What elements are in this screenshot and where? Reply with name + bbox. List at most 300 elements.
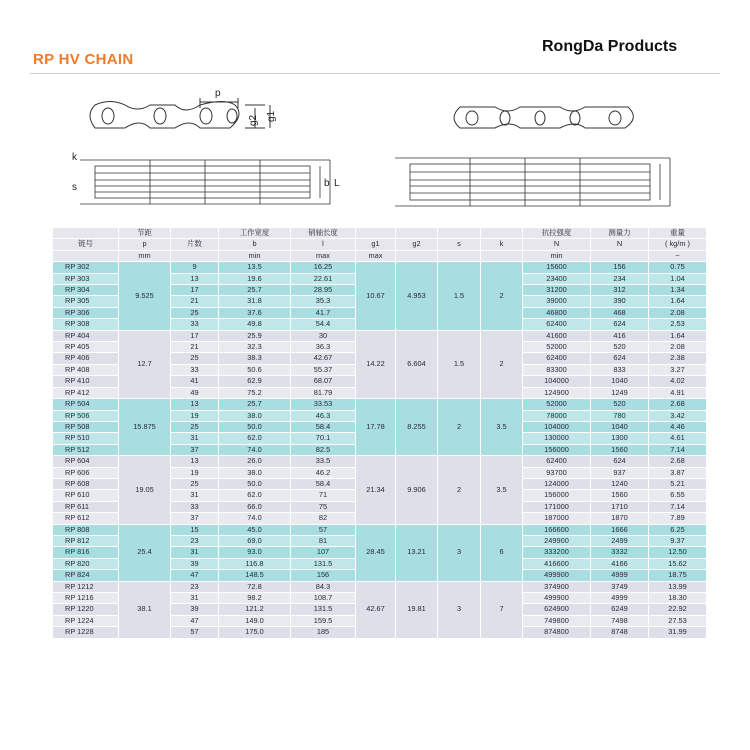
tensile-strength-cell: 31200	[523, 285, 591, 296]
chain-number-cell: RP 510	[53, 433, 119, 444]
chain-number-cell: RP 404	[53, 330, 119, 341]
header-cell: min	[219, 250, 291, 261]
chain-side-right	[395, 158, 670, 206]
weight-cell: 1.34	[649, 285, 707, 296]
chain-side-left	[80, 160, 330, 204]
weight-cell: 1.04	[649, 273, 707, 284]
plates-cell: 37	[171, 444, 219, 455]
weight-cell: 2.08	[649, 342, 707, 353]
chain-number-cell: RP 410	[53, 376, 119, 387]
plates-cell: 25	[171, 421, 219, 432]
pin-length-cell: 57	[291, 524, 356, 535]
chain-number-cell: RP 1220	[53, 604, 119, 615]
plates-cell: 31	[171, 490, 219, 501]
width-b-cell: 25.7	[219, 285, 291, 296]
chain-number-cell: RP 304	[53, 285, 119, 296]
weight-cell: 9.37	[649, 535, 707, 546]
weight-cell: 1.64	[649, 330, 707, 341]
header-cell: 销轴长度	[291, 228, 356, 239]
pin-length-cell: 131.5	[291, 558, 356, 569]
pin-length-cell: 58.4	[291, 478, 356, 489]
header-cell: 工作宽度	[219, 228, 291, 239]
pin-length-cell: 16.25	[291, 262, 356, 273]
width-b-cell: 175.0	[219, 627, 291, 638]
k-cell: 7	[481, 581, 523, 638]
header-cell: ( kg/m )	[649, 239, 707, 250]
tensile-strength-cell: 874800	[523, 627, 591, 638]
plates-cell: 31	[171, 547, 219, 558]
weight-cell: 7.89	[649, 513, 707, 524]
pin-length-cell: 33.5	[291, 456, 356, 467]
width-b-cell: 50.0	[219, 478, 291, 489]
plates-cell: 47	[171, 615, 219, 626]
header-cell	[591, 250, 649, 261]
plates-cell: 49	[171, 387, 219, 398]
header-cell: max	[291, 250, 356, 261]
g2-cell: 13.21	[396, 524, 438, 581]
plates-cell: 39	[171, 604, 219, 615]
measuring-force-cell: 1040	[591, 376, 649, 387]
weight-cell: 7.14	[649, 501, 707, 512]
weight-cell: 22.92	[649, 604, 707, 615]
chain-number-cell: RP 824	[53, 570, 119, 581]
header-cell	[481, 250, 523, 261]
measuring-force-cell: 4999	[591, 593, 649, 604]
tensile-strength-cell: 156000	[523, 490, 591, 501]
weight-cell: 4.46	[649, 421, 707, 432]
k-cell: 3.5	[481, 456, 523, 524]
g1-cell: 28.45	[356, 524, 396, 581]
plates-cell: 19	[171, 467, 219, 478]
tensile-strength-cell: 374900	[523, 581, 591, 592]
header-cell	[171, 250, 219, 261]
plates-cell: 13	[171, 273, 219, 284]
chain-number-cell: RP 1212	[53, 581, 119, 592]
label-k: k	[72, 152, 77, 163]
tensile-strength-cell: 62400	[523, 353, 591, 364]
g1-cell: 21.34	[356, 456, 396, 524]
pin-length-cell: 185	[291, 627, 356, 638]
tensile-strength-cell: 249900	[523, 535, 591, 546]
pin-length-cell: 108.7	[291, 593, 356, 604]
measuring-force-cell: 624	[591, 353, 649, 364]
pin-length-cell: 81.79	[291, 387, 356, 398]
width-b-cell: 50.6	[219, 364, 291, 375]
tensile-strength-cell: 104000	[523, 376, 591, 387]
pitch-cell: 12.7	[119, 330, 171, 398]
pin-length-cell: 42.67	[291, 353, 356, 364]
chain-number-cell: RP 816	[53, 547, 119, 558]
weight-cell: 18.75	[649, 570, 707, 581]
weight-cell: 18.30	[649, 593, 707, 604]
k-cell: 3.5	[481, 399, 523, 456]
tensile-strength-cell: 124900	[523, 387, 591, 398]
chain-number-cell: RP 608	[53, 478, 119, 489]
width-b-cell: 116.8	[219, 558, 291, 569]
table-row	[53, 524, 707, 535]
plates-cell: 15	[171, 524, 219, 535]
width-b-cell: 49.8	[219, 319, 291, 330]
chain-plate-right	[454, 107, 633, 128]
measuring-force-cell: 4166	[591, 558, 649, 569]
chain-number-cell: RP 611	[53, 501, 119, 512]
pin-length-cell: 46.3	[291, 410, 356, 421]
measuring-force-cell: 156	[591, 262, 649, 273]
measuring-force-cell: 937	[591, 467, 649, 478]
chain-number-cell: RP 512	[53, 444, 119, 455]
weight-cell: 0.75	[649, 262, 707, 273]
pin-length-cell: 30	[291, 330, 356, 341]
pin-length-cell: 70.1	[291, 433, 356, 444]
g1-cell: 14.22	[356, 330, 396, 398]
width-b-cell: 45.0	[219, 524, 291, 535]
width-b-cell: 62.0	[219, 490, 291, 501]
measuring-force-cell: 1710	[591, 501, 649, 512]
plates-cell: 33	[171, 364, 219, 375]
pin-length-cell: 159.5	[291, 615, 356, 626]
header-cell: min	[523, 250, 591, 261]
plates-cell: 17	[171, 285, 219, 296]
header-cell: max	[356, 250, 396, 261]
header-cell: s	[438, 239, 481, 250]
chain-number-cell: RP 303	[53, 273, 119, 284]
width-b-cell: 62.9	[219, 376, 291, 387]
plates-cell: 39	[171, 558, 219, 569]
measuring-force-cell: 624	[591, 456, 649, 467]
plates-cell: 47	[171, 570, 219, 581]
weight-cell: 2.68	[649, 399, 707, 410]
g2-cell: 6.604	[396, 330, 438, 398]
weight-cell: 31.99	[649, 627, 707, 638]
width-b-cell: 38.0	[219, 467, 291, 478]
header-cell	[171, 228, 219, 239]
chain-number-cell: RP 506	[53, 410, 119, 421]
label-b: b	[324, 178, 330, 189]
measuring-force-cell: 520	[591, 342, 649, 353]
tensile-strength-cell: 93700	[523, 467, 591, 478]
tensile-strength-cell: 46800	[523, 307, 591, 318]
chain-number-cell: RP 604	[53, 456, 119, 467]
chain-number-cell: RP 405	[53, 342, 119, 353]
table-header	[53, 228, 707, 262]
measuring-force-cell: 1666	[591, 524, 649, 535]
g1-cell: 17.78	[356, 399, 396, 456]
pin-length-cell: 68.07	[291, 376, 356, 387]
plates-cell: 57	[171, 627, 219, 638]
header-cell: g1	[356, 239, 396, 250]
weight-cell: 3.42	[649, 410, 707, 421]
pin-length-cell: 36.3	[291, 342, 356, 353]
tensile-strength-cell: 166600	[523, 524, 591, 535]
chain-number-cell: RP 412	[53, 387, 119, 398]
plates-cell: 33	[171, 319, 219, 330]
tensile-strength-cell: 23400	[523, 273, 591, 284]
width-b-cell: 75.2	[219, 387, 291, 398]
chain-number-cell: RP 508	[53, 421, 119, 432]
header-cell: g2	[396, 239, 438, 250]
weight-cell: 2.38	[649, 353, 707, 364]
pin-length-cell: 55.37	[291, 364, 356, 375]
plates-cell: 13	[171, 456, 219, 467]
pin-length-cell: 131.5	[291, 604, 356, 615]
tensile-strength-cell: 124000	[523, 478, 591, 489]
tensile-strength-cell: 83300	[523, 364, 591, 375]
width-b-cell: 66.0	[219, 501, 291, 512]
header-cell	[438, 250, 481, 261]
pin-length-cell: 81	[291, 535, 356, 546]
measuring-force-cell: 833	[591, 364, 649, 375]
table-row	[53, 456, 707, 467]
chain-spec-table	[52, 227, 707, 639]
pitch-cell: 25.4	[119, 524, 171, 581]
tensile-strength-cell: 15600	[523, 262, 591, 273]
measuring-force-cell: 1300	[591, 433, 649, 444]
s-cell: 2	[438, 399, 481, 456]
pin-length-cell: 82.5	[291, 444, 356, 455]
width-b-cell: 121.2	[219, 604, 291, 615]
plates-cell: 37	[171, 513, 219, 524]
tensile-strength-cell: 333200	[523, 547, 591, 558]
weight-cell: 27.53	[649, 615, 707, 626]
pin-length-cell: 71	[291, 490, 356, 501]
plates-cell: 23	[171, 535, 219, 546]
plates-cell: 21	[171, 296, 219, 307]
measuring-force-cell: 624	[591, 319, 649, 330]
g2-cell: 19.81	[396, 581, 438, 638]
measuring-force-cell: 6249	[591, 604, 649, 615]
pin-length-cell: 107	[291, 547, 356, 558]
pin-length-cell: 33.53	[291, 399, 356, 410]
chain-diagrams	[0, 80, 750, 225]
s-cell: 3	[438, 581, 481, 638]
chain-number-cell: RP 306	[53, 307, 119, 318]
chain-number-cell: RP 1216	[53, 593, 119, 604]
tensile-strength-cell: 416600	[523, 558, 591, 569]
pin-length-cell: 156	[291, 570, 356, 581]
pin-length-cell: 84.3	[291, 581, 356, 592]
plates-cell: 23	[171, 581, 219, 592]
plates-cell: 25	[171, 353, 219, 364]
header-cell	[356, 228, 396, 239]
chain-number-cell: RP 820	[53, 558, 119, 569]
chain-number-cell: RP 812	[53, 535, 119, 546]
pitch-cell: 38.1	[119, 581, 171, 638]
table-row	[53, 581, 707, 592]
plates-cell: 13	[171, 399, 219, 410]
plates-cell: 41	[171, 376, 219, 387]
chain-number-cell: RP 1224	[53, 615, 119, 626]
tensile-strength-cell: 52000	[523, 342, 591, 353]
weight-cell: 1.64	[649, 296, 707, 307]
header-cell	[481, 228, 523, 239]
weight-cell: 4.02	[649, 376, 707, 387]
width-b-cell: 13.5	[219, 262, 291, 273]
width-b-cell: 148.5	[219, 570, 291, 581]
header-cell: N	[523, 239, 591, 250]
k-cell: 2	[481, 262, 523, 330]
measuring-force-cell: 780	[591, 410, 649, 421]
pin-length-cell: 46.2	[291, 467, 356, 478]
page-title: RP HV CHAIN	[33, 51, 134, 68]
header-cell: 重量	[649, 228, 707, 239]
chain-number-cell: RP 606	[53, 467, 119, 478]
measuring-force-cell: 416	[591, 330, 649, 341]
tensile-strength-cell: 62400	[523, 319, 591, 330]
chain-number-cell: RP 305	[53, 296, 119, 307]
plates-cell: 25	[171, 307, 219, 318]
measuring-force-cell: 520	[591, 399, 649, 410]
header-cell: 片数	[171, 239, 219, 250]
g2-cell: 4.953	[396, 262, 438, 330]
weight-cell: 15.62	[649, 558, 707, 569]
measuring-force-cell: 3332	[591, 547, 649, 558]
plates-cell: 19	[171, 410, 219, 421]
label-p: p	[215, 88, 221, 99]
table-body	[53, 262, 707, 638]
table-row	[53, 330, 707, 341]
measuring-force-cell: 234	[591, 273, 649, 284]
pin-length-cell: 22.61	[291, 273, 356, 284]
tensile-strength-cell: 78000	[523, 410, 591, 421]
header-row	[53, 250, 707, 261]
measuring-force-cell: 1870	[591, 513, 649, 524]
header-cell: k	[481, 239, 523, 250]
weight-cell: 6.55	[649, 490, 707, 501]
width-b-cell: 31.8	[219, 296, 291, 307]
width-b-cell: 32.3	[219, 342, 291, 353]
tensile-strength-cell: 187000	[523, 513, 591, 524]
header-cell: p	[119, 239, 171, 250]
weight-cell: 7.14	[649, 444, 707, 455]
header-cell: ~	[649, 250, 707, 261]
table-row	[53, 262, 707, 273]
plates-cell: 25	[171, 478, 219, 489]
pitch-cell: 9.525	[119, 262, 171, 330]
g1-cell: 42.67	[356, 581, 396, 638]
pin-length-cell: 35.3	[291, 296, 356, 307]
width-b-cell: 50.0	[219, 421, 291, 432]
plates-cell: 21	[171, 342, 219, 353]
pin-length-cell: 82	[291, 513, 356, 524]
plates-cell: 31	[171, 593, 219, 604]
width-b-cell: 38.0	[219, 410, 291, 421]
measuring-force-cell: 312	[591, 285, 649, 296]
header-cell: b	[219, 239, 291, 250]
plates-cell: 33	[171, 501, 219, 512]
table-row	[53, 399, 707, 410]
weight-cell: 13.99	[649, 581, 707, 592]
chain-number-cell: RP 408	[53, 364, 119, 375]
pitch-cell: 15.875	[119, 399, 171, 456]
chain-plate-left	[90, 98, 270, 128]
pin-length-cell: 54.4	[291, 319, 356, 330]
measuring-force-cell: 1249	[591, 387, 649, 398]
measuring-force-cell: 1560	[591, 444, 649, 455]
header-cell: mm	[119, 250, 171, 261]
g2-cell: 8.255	[396, 399, 438, 456]
weight-cell: 2.68	[649, 456, 707, 467]
label-g2: g2	[248, 114, 259, 126]
header-cell	[438, 228, 481, 239]
width-b-cell: 69.0	[219, 535, 291, 546]
plates-cell: 31	[171, 433, 219, 444]
chain-number-cell: RP 808	[53, 524, 119, 535]
k-cell: 6	[481, 524, 523, 581]
width-b-cell: 25.7	[219, 399, 291, 410]
plates-cell: 9	[171, 262, 219, 273]
width-b-cell: 74.0	[219, 513, 291, 524]
s-cell: 1.5	[438, 262, 481, 330]
s-cell: 1.5	[438, 330, 481, 398]
measuring-force-cell: 468	[591, 307, 649, 318]
measuring-force-cell: 3749	[591, 581, 649, 592]
chain-number-cell: RP 308	[53, 319, 119, 330]
weight-cell: 3.27	[649, 364, 707, 375]
chain-number-cell: RP 610	[53, 490, 119, 501]
tensile-strength-cell: 171000	[523, 501, 591, 512]
tensile-strength-cell: 52000	[523, 399, 591, 410]
measuring-force-cell: 8748	[591, 627, 649, 638]
width-b-cell: 38.3	[219, 353, 291, 364]
width-b-cell: 25.9	[219, 330, 291, 341]
g2-cell: 9.906	[396, 456, 438, 524]
chain-number-cell: RP 302	[53, 262, 119, 273]
width-b-cell: 93.0	[219, 547, 291, 558]
header-row	[53, 228, 707, 239]
measuring-force-cell: 7498	[591, 615, 649, 626]
weight-cell: 12.50	[649, 547, 707, 558]
header-cell: N	[591, 239, 649, 250]
pin-length-cell: 75	[291, 501, 356, 512]
weight-cell: 4.91	[649, 387, 707, 398]
measuring-force-cell: 390	[591, 296, 649, 307]
label-L: L	[334, 178, 340, 189]
measuring-force-cell: 1040	[591, 421, 649, 432]
width-b-cell: 26.0	[219, 456, 291, 467]
pin-length-cell: 28.95	[291, 285, 356, 296]
g1-cell: 10.67	[356, 262, 396, 330]
tensile-strength-cell: 104000	[523, 421, 591, 432]
measuring-force-cell: 1240	[591, 478, 649, 489]
tensile-strength-cell: 499900	[523, 593, 591, 604]
tensile-strength-cell: 62400	[523, 456, 591, 467]
width-b-cell: 149.0	[219, 615, 291, 626]
tensile-strength-cell: 156000	[523, 444, 591, 455]
chain-number-cell: RP 504	[53, 399, 119, 410]
plates-cell: 17	[171, 330, 219, 341]
weight-cell: 2.53	[649, 319, 707, 330]
header-cell	[396, 250, 438, 261]
header-cell	[53, 228, 119, 239]
tensile-strength-cell: 39000	[523, 296, 591, 307]
header-cell: 链号	[53, 239, 119, 250]
label-s: s	[72, 182, 77, 193]
width-b-cell: 19.6	[219, 273, 291, 284]
label-g1: g1	[266, 110, 277, 122]
header-row	[53, 239, 707, 250]
weight-cell: 3.87	[649, 467, 707, 478]
width-b-cell: 74.0	[219, 444, 291, 455]
measuring-force-cell: 1560	[591, 490, 649, 501]
header-cell: 节距	[119, 228, 171, 239]
width-b-cell: 98.2	[219, 593, 291, 604]
header-cell: 抗拉强度	[523, 228, 591, 239]
brand-name: RongDa Products	[542, 38, 678, 55]
chain-number-cell: RP 406	[53, 353, 119, 364]
weight-cell: 6.25	[649, 524, 707, 535]
pin-length-cell: 58.4	[291, 421, 356, 432]
chain-number-cell: RP 1228	[53, 627, 119, 638]
